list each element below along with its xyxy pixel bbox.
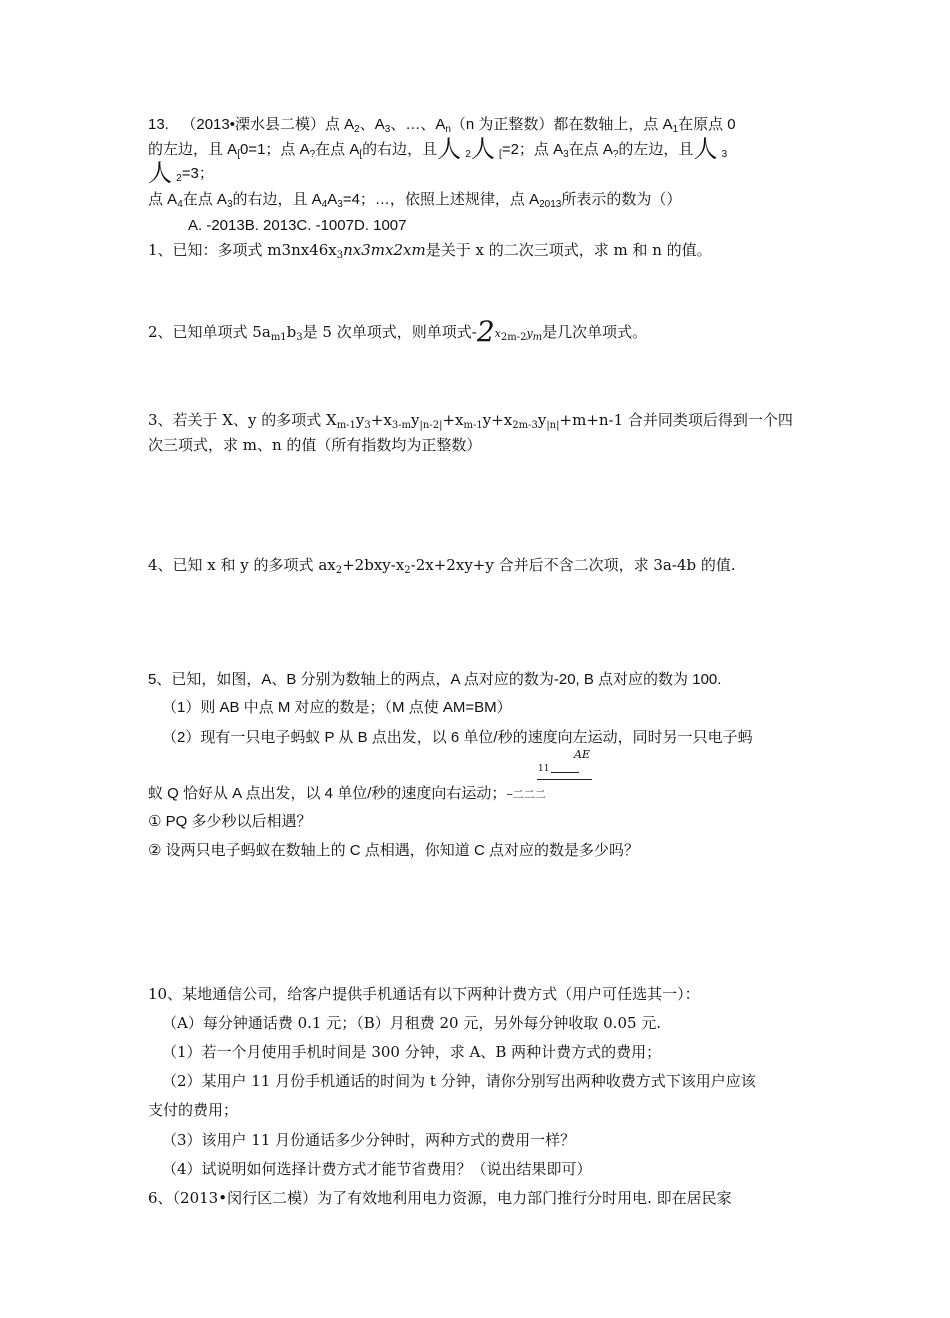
q13-line-3: 人 $_2$=3； [148, 160, 214, 187]
q5-figure-label-top: AE [574, 748, 590, 761]
q13-number: 13. [148, 116, 169, 133]
q10-line-6: （3）该用户 11 月份通话多少分钟时，两种方式的费用一样？ [162, 1131, 576, 1149]
q13-line-4: 点 $A_4$在点 $A_3$的右边，且 $A_4A_3=4$；…，依照上述规律，点 $A_{2013}$所表示的数为（） [148, 191, 682, 210]
q10-line-1: 10、某地通信公司，给客户提供手机通话有以下两种计费方式（用户可任选其一）： [148, 985, 700, 1003]
q5-line-1: 5、已知，如图，A、B 分别为数轴上的两点，A 点对应的数为-20, B 点对应的数为 100. [148, 671, 722, 688]
q5-figure-label-mid: 11 [538, 764, 550, 774]
q5-line-4: 蚁 Q 恰好从 A 点出发，以 4 单位/秒的速度向右运动；−二二二 [148, 785, 546, 802]
q10-line-4: （2）某用户 11 月份手机通话的时间为 t 分钟，请你分别写出两种收费方式下该用户应该 [162, 1072, 756, 1090]
q5-figure-line-1 [551, 772, 579, 773]
q13-line-2: 的左边，且 $A_[0=1$；点 $A_?$在点 $A_[$的右边，且人 $_2$人 $_[$=2；点 $A_3$在点 $A_?$的左边，且人 $_3$ [148, 136, 728, 163]
q5-line-2: （1）则 AB 中点 M 对应的数是；（M 点使 AM=BM） [162, 699, 512, 716]
q6-line-1: 6、（2013•闵行区二模）为了有效地利用电力资源，电力部门推行分时用电. 即在居民家 [148, 1189, 732, 1207]
q2-line: 2、已知单项式 $5a_{m1}b_3$是 5 次单项式，则单项式$-2x_{2m-2}y_m$是几次单项式。 [148, 315, 648, 348]
q5-line-5: ① PQ 多少秒以后相遇？ [148, 813, 312, 830]
q3-line-2: 次三项式，求 m、n 的值（所有指数均为正整数） [148, 436, 482, 454]
q5-figure-line-2 [537, 779, 592, 780]
q5-line-3: （2）现有一只电子蚂蚁 P 从 B 点出发，以 6 单位/秒的速度向左运动，同时另一只电子蚂 [162, 729, 753, 746]
q10-line-7: （4）试说明如何选择计费方式才能节省费用？（说出结果即可） [162, 1160, 592, 1178]
q10-line-2: （A）每分钟通话费 0.1 元；（B）月租费 20 元，另外每分钟收取 0.05 元. [162, 1014, 662, 1032]
q13-line-1: 13. （2013•溧水县二模）点 $A_2$、$A_3$、…、$A_n(n$ 为正整数）都在数轴上，点 $A_1$在原点 0 [148, 116, 736, 135]
q5-line-6: ② 设两只电子蚂蚁在数轴上的 C 点相遇，你知道 C 点对应的数是多少吗？ [148, 842, 639, 859]
q3-line-1: 3、若关于 X、y 的多项式 $X_{m-1}y_3+x_{3-m}y_{|n-2|}+x_{m-1}y+x_{2m-3}y_{|n|}+m+n-1$ 合并同类项后得到一个四 [148, 411, 793, 431]
q1-line: 1、已知：多项式 $m3nx46x_3nx3mx2xm$是关于 x 的二次三项式，求 m 和 n 的值。 [148, 241, 712, 261]
q10-line-3: （1）若一个月使用手机时间是 300 分钟，求 A、B 两种计费方式的费用； [162, 1043, 662, 1061]
q4-line: 4、已知 x 和 y 的多项式 $ax_2+2bxy-x_2-2x+2xy+y$ 合并后不含二次项，求 3a-4b 的值. [148, 556, 736, 576]
q10-line-5: 支付的费用； [148, 1101, 239, 1119]
q13-choices: A. -2013B. 2013C. -1007D. 1007 [188, 217, 407, 234]
